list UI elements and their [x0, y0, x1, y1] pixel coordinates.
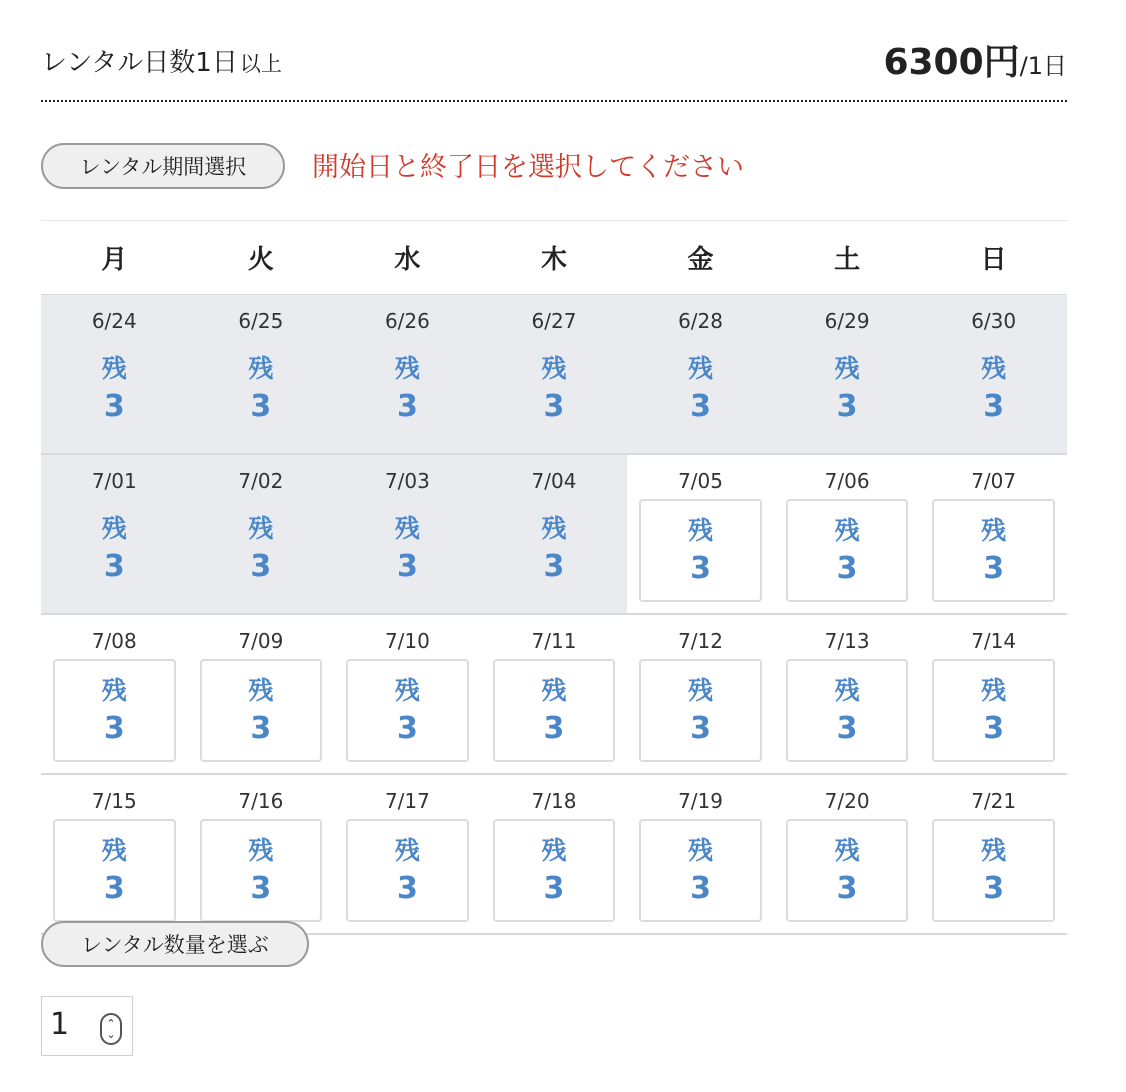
day-availability-box	[200, 499, 323, 602]
remaining-label: 残	[394, 836, 420, 865]
calendar-week-row	[41, 615, 1067, 775]
chevron-down-icon[interactable]: ⌄	[106, 1028, 116, 1041]
day-availability-box	[53, 499, 176, 602]
spin-buttons[interactable]	[100, 1013, 122, 1045]
calendar-day[interactable]	[334, 775, 481, 933]
day-availability-box[interactable]	[786, 819, 909, 922]
day-availability-box[interactable]	[786, 659, 909, 762]
day-date: 7/16	[238, 789, 284, 813]
calendar-day[interactable]	[334, 615, 481, 773]
day-date: 7/03	[384, 469, 430, 493]
day-availability-box	[493, 339, 616, 442]
remaining-label: 残	[834, 516, 860, 545]
day-date: 6/28	[678, 309, 723, 333]
weekday-label: 金	[687, 245, 714, 275]
price	[883, 34, 1067, 85]
calendar-day[interactable]	[627, 615, 774, 773]
day-date: 7/05	[678, 469, 723, 493]
weekday-header	[41, 221, 1067, 295]
calendar-day[interactable]	[627, 775, 774, 933]
weekday-label: 土	[834, 245, 861, 275]
day-availability-box[interactable]	[346, 819, 469, 922]
instruction-text: 開始日と終了日を選択してください	[312, 152, 744, 183]
day-availability-box	[786, 339, 909, 442]
day-availability-box[interactable]	[639, 499, 762, 602]
day-date: 7/13	[824, 629, 870, 653]
day-date: 7/18	[531, 789, 577, 813]
remaining-count: 3	[836, 551, 858, 586]
remaining-count: 3	[983, 711, 1005, 746]
day-date: 7/19	[678, 789, 723, 813]
day-date: 6/26	[384, 309, 430, 333]
remaining-count: 3	[250, 871, 272, 906]
calendar-day	[334, 455, 481, 613]
day-availability-box	[639, 339, 762, 442]
rental-days-label	[41, 42, 282, 79]
remaining-count: 3	[103, 711, 125, 746]
day-availability-box	[200, 339, 323, 442]
remaining-label: 残	[834, 676, 860, 705]
remaining-label: 残	[248, 514, 274, 543]
day-date: 7/15	[91, 789, 137, 813]
calendar-day[interactable]	[920, 775, 1067, 933]
remaining-count: 3	[396, 871, 418, 906]
calendar-day	[188, 455, 335, 613]
remaining-count: 3	[543, 871, 565, 906]
day-availability-box[interactable]	[53, 819, 176, 922]
calendar-day[interactable]	[774, 455, 921, 613]
day-date: 6/30	[971, 309, 1017, 333]
remaining-label: 残	[541, 836, 567, 865]
day-date: 7/09	[238, 629, 284, 653]
calendar-day	[188, 295, 335, 453]
remaining-label: 残	[394, 354, 420, 383]
remaining-count: 3	[250, 549, 272, 584]
day-availability-box[interactable]	[932, 819, 1055, 922]
day-availability-box[interactable]	[932, 499, 1055, 602]
weekday-label: 日	[980, 245, 1007, 275]
day-date: 6/29	[824, 309, 870, 333]
remaining-count: 3	[396, 389, 418, 424]
remaining-count: 3	[396, 711, 418, 746]
day-availability-box	[932, 339, 1055, 442]
calendar-day[interactable]	[774, 775, 921, 933]
day-date: 7/07	[971, 469, 1017, 493]
calendar-day[interactable]	[920, 455, 1067, 613]
day-availability-box[interactable]	[639, 659, 762, 762]
day-availability-box[interactable]	[200, 819, 323, 922]
remaining-count: 3	[983, 551, 1005, 586]
day-date: 7/14	[971, 629, 1017, 653]
calendar-week-row	[41, 295, 1067, 455]
remaining-count: 3	[690, 711, 711, 746]
remaining-label: 残	[981, 354, 1007, 383]
day-availability-box[interactable]	[493, 659, 616, 762]
rental-days-text: レンタル日数1日	[41, 48, 238, 78]
day-availability-box[interactable]	[53, 659, 176, 762]
day-availability-box	[53, 339, 176, 442]
remaining-label: 残	[394, 676, 420, 705]
day-date: 7/04	[531, 469, 577, 493]
weekday-label: 月	[101, 245, 128, 275]
remaining-label: 残	[248, 354, 274, 383]
remaining-label: 残	[248, 836, 274, 865]
remaining-count: 3	[836, 389, 858, 424]
remaining-label: 残	[101, 354, 127, 383]
day-date: 7/06	[824, 469, 870, 493]
remaining-label: 残	[541, 514, 567, 543]
remaining-label: 残	[834, 354, 860, 383]
quantity-value[interactable]: 1	[50, 1007, 70, 1042]
remaining-label: 残	[101, 514, 127, 543]
calendar-day[interactable]	[41, 615, 188, 773]
remaining-count: 3	[983, 871, 1005, 906]
remaining-count: 3	[690, 551, 711, 586]
remaining-label: 残	[101, 836, 127, 865]
day-availability-box[interactable]	[932, 659, 1055, 762]
remaining-label: 残	[541, 676, 567, 705]
calendar-weeks	[41, 295, 1067, 935]
day-availability-box[interactable]	[200, 659, 323, 762]
day-date: 7/02	[238, 469, 284, 493]
day-availability-box[interactable]	[346, 659, 469, 762]
calendar-week-row	[41, 775, 1067, 935]
calendar-day	[481, 455, 628, 613]
remaining-label: 残	[981, 676, 1007, 705]
remaining-count: 3	[103, 549, 125, 584]
day-availability-box	[493, 499, 616, 602]
remaining-label: 残	[541, 354, 567, 383]
day-date: 7/20	[824, 789, 870, 813]
price-header	[41, 20, 1067, 102]
calendar-day	[334, 295, 481, 453]
calendar-day	[481, 295, 628, 453]
calendar-day[interactable]	[774, 615, 921, 773]
calendar-day[interactable]	[481, 615, 628, 773]
calendar-day[interactable]	[41, 775, 188, 933]
rental-days-suffix: 以上	[239, 52, 282, 76]
day-date: 7/08	[91, 629, 137, 653]
remaining-label: 残	[688, 354, 714, 383]
calendar-day	[627, 295, 774, 453]
remaining-count: 3	[396, 549, 418, 584]
day-availability-box	[346, 499, 469, 602]
remaining-label: 残	[981, 516, 1007, 545]
remaining-count: 3	[690, 871, 711, 906]
day-date: 7/11	[531, 629, 577, 653]
quantity-stepper[interactable]	[41, 996, 133, 1056]
remaining-count: 3	[250, 711, 272, 746]
day-date: 7/12	[678, 629, 723, 653]
remaining-label: 残	[981, 836, 1007, 865]
remaining-label: 残	[688, 516, 714, 545]
remaining-count: 3	[103, 871, 125, 906]
calendar-day[interactable]	[481, 775, 628, 933]
day-date: 6/24	[91, 309, 137, 333]
calendar-day	[920, 295, 1067, 453]
day-availability-box	[346, 339, 469, 442]
remaining-count: 3	[543, 389, 565, 424]
day-availability-box[interactable]	[493, 819, 616, 922]
chevron-up-icon[interactable]: ⌃	[106, 1017, 116, 1030]
calendar-day	[41, 295, 188, 453]
remaining-count: 3	[690, 389, 711, 424]
calendar	[41, 220, 1067, 906]
remaining-count: 3	[103, 389, 125, 424]
remaining-label: 残	[834, 836, 860, 865]
weekday-label: 木	[540, 245, 567, 275]
day-date: 7/17	[384, 789, 430, 813]
calendar-day[interactable]	[188, 775, 335, 933]
remaining-label: 残	[394, 514, 420, 543]
calendar-day	[41, 455, 188, 613]
remaining-label: 残	[101, 676, 127, 705]
day-date: 6/25	[238, 309, 284, 333]
remaining-label: 残	[688, 836, 714, 865]
day-date: 7/21	[971, 789, 1017, 813]
price-unit: /1日	[1019, 52, 1067, 80]
remaining-count: 3	[250, 389, 272, 424]
remaining-label: 残	[248, 676, 274, 705]
rental-period-select-button[interactable]: レンタル期間選択	[41, 143, 285, 189]
day-availability-box[interactable]	[639, 819, 762, 922]
day-date: 7/01	[91, 469, 137, 493]
price-amount: 6300円	[883, 42, 1020, 83]
calendar-week-row	[41, 455, 1067, 615]
calendar-day[interactable]	[627, 455, 774, 613]
remaining-count: 3	[983, 389, 1005, 424]
weekday-label: 火	[247, 245, 274, 275]
calendar-day[interactable]	[188, 615, 335, 773]
remaining-count: 3	[836, 711, 858, 746]
rental-quantity-button[interactable]: レンタル数量を選ぶ	[41, 921, 309, 967]
remaining-count: 3	[543, 711, 565, 746]
day-availability-box[interactable]	[786, 499, 909, 602]
weekday-label: 水	[394, 245, 421, 275]
calendar-day	[774, 295, 921, 453]
day-date: 7/10	[384, 629, 430, 653]
remaining-count: 3	[836, 871, 858, 906]
remaining-label: 残	[688, 676, 714, 705]
calendar-day[interactable]	[920, 615, 1067, 773]
remaining-count: 3	[543, 549, 565, 584]
day-date: 6/27	[531, 309, 577, 333]
